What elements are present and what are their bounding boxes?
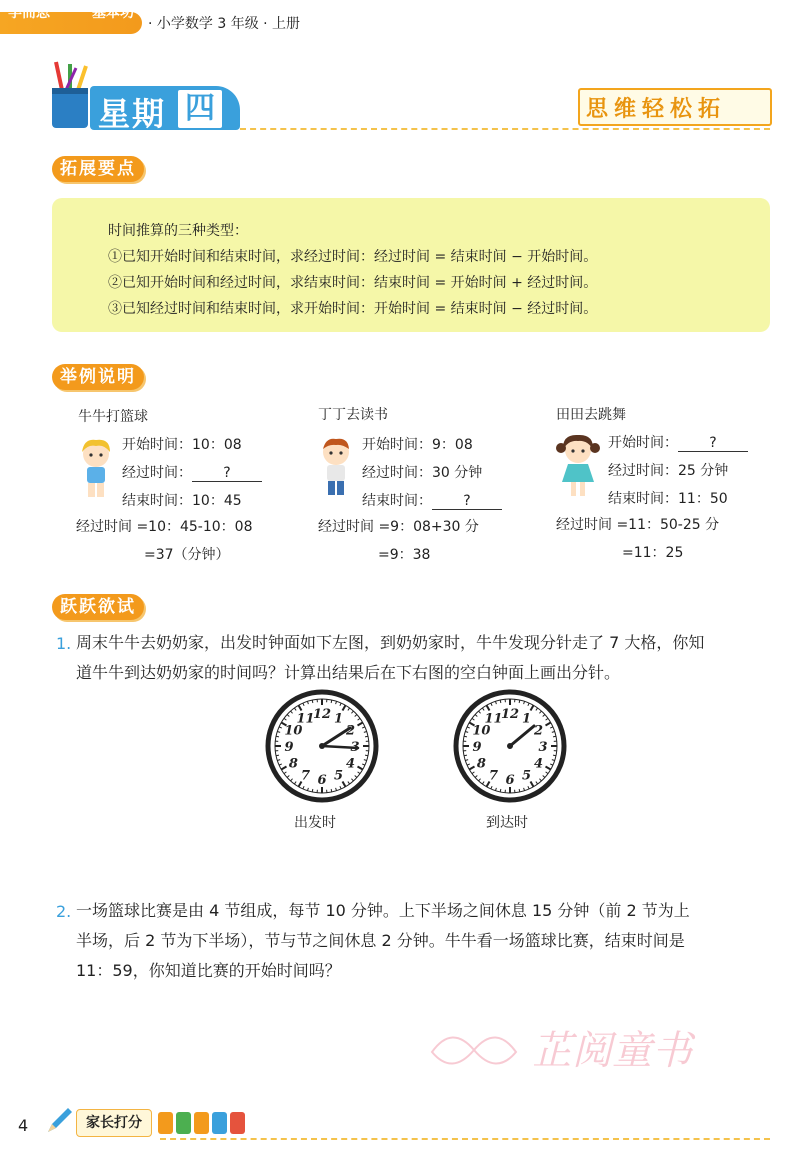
example-1-start: 10：08 [192,437,242,453]
clock-number: 1 [521,711,532,727]
brand-name: 学而思 [8,5,50,21]
day-label: 星期 [98,95,167,133]
example-3-start-row: 开始时间： ? [608,432,748,452]
example-2-elapsed-row: 经过时间：30 分钟 [362,465,483,481]
question-2-line-3: 11：59，你知道比赛的开始时间吗？ [76,961,341,980]
example-3-elapsed: 25 分钟 [678,463,729,479]
page-number: 4 [18,1116,29,1135]
section-key-points: 拓展要点 [52,156,144,182]
book-title: · 小学数学 3 年级 · 上册 [148,16,301,32]
clock-number: 5 [521,768,532,784]
clock-tick [312,700,313,703]
example-3-calc: 经过时间 =11：50-25 分 [556,517,720,533]
score-mark-4[interactable] [212,1112,227,1134]
clock-arrival-caption: 到达时 [486,815,528,831]
clock-number: 5 [333,768,344,784]
clock-tick [464,755,467,756]
clock-number: 12 [312,707,332,722]
clock-number: 3 [538,740,548,755]
clock-number: 12 [500,707,520,722]
clock-number: 11 [296,711,315,727]
key-point-1: ①已知开始时间和结束时间，求经过时间：经过时间 = 结束时间 − 开始时间。 [108,249,598,265]
clock-number: 10 [472,723,491,739]
boy-redhair-icon [314,434,358,500]
example-3-end-row: 结束时间：11：50 [608,491,728,507]
clock-number: 9 [472,740,482,755]
girl-dancer-icon [554,430,602,500]
parent-score-label: 家长打分 [76,1109,152,1137]
example-3-elapsed-row: 经过时间：25 分钟 [608,463,729,479]
footer-divider [160,1138,770,1140]
clock-tick [464,736,467,737]
clock-number: 7 [300,768,311,784]
pencil-icon [44,1106,74,1136]
question-2-line-2: 半场，后 2 节为下半场），节与节之间休息 2 分钟。牛牛看一场篮球比赛，结束时间是 [76,931,685,950]
watermark-text: 芷阅童书 [532,1028,692,1074]
example-2-end-row: 结束时间： ? [362,490,502,510]
clock-number: 11 [484,711,503,727]
clock-number: 4 [534,756,544,772]
score-mark-2[interactable] [176,1112,191,1134]
clock-tick [365,755,368,756]
example-2-result: =9：38 [378,547,431,563]
clock-tick [500,700,501,703]
example-2-elapsed: 30 分钟 [432,465,483,481]
clock-tick [519,789,520,792]
clock-tick [331,700,332,703]
example-3-result: =11：25 [622,545,684,561]
example-3-title: 田田去跳舞 [556,407,626,423]
clock-number: 1 [333,711,344,727]
clock-tick [553,736,556,737]
topic-title: 思维轻松拓 [586,97,727,122]
key-points-intro: 时间推算的三种类型： [108,223,248,239]
example-3-end: 11：50 [678,491,728,507]
key-point-2: ②已知开始时间和经过时间，求结束时间：结束时间 = 开始时间 + 经过时间。 [108,275,598,291]
watermark-logo [412,1014,752,1084]
clock-number: 9 [284,740,294,755]
clock-tick [331,789,332,792]
clock-number: 4 [346,756,356,772]
example-1-elapsed: ? [192,465,262,482]
question-1-line-2: 道牛牛到达奶奶家的时间吗？计算出结果后在下右图的空白钟面上画出分针。 [76,663,621,682]
example-2-start-row: 开始时间：9：08 [362,437,473,453]
clock-number: 6 [505,773,515,788]
section-try: 跃跃欲试 [52,594,144,620]
clock-number: 2 [534,723,544,739]
example-1-start-row: 开始时间：10：08 [122,437,242,453]
example-2-calc: 经过时间 =9：08+30 分 [318,519,479,535]
example-2-title: 丁丁去读书 [318,407,388,423]
clock-number: 2 [346,723,356,739]
clock-tick [500,789,501,792]
clock-tick [276,736,279,737]
clock-tick [312,789,313,792]
boy-blond-icon [74,436,118,502]
question-2-line-1: 一场篮球比赛是由 4 节组成，每节 10 分钟。上下半场之间休息 15 分钟（前 2 节为上 [76,901,690,920]
series-name: 基本功 [92,5,134,21]
example-1-result: =37（分钟） [144,547,230,563]
example-1-elapsed-row: 经过时间： ? [122,462,262,482]
clock-number: 8 [476,756,486,772]
question-1-number: 1. [56,634,72,653]
score-mark-1[interactable] [158,1112,173,1134]
header-divider [240,128,770,130]
clock-tick [519,700,520,703]
clock-number: 7 [488,768,499,784]
clock-tick [276,755,279,756]
score-mark-5[interactable] [230,1112,245,1134]
example-1-calc: 经过时间 =10：45-10：08 [76,519,253,535]
key-point-3: ③已知经过时间和结束时间，求开始时间：开始时间 = 结束时间 − 经过时间。 [108,301,598,317]
example-2-start: 9：08 [432,437,473,453]
clock-number: 6 [317,773,327,788]
example-1-end: 10：45 [192,493,242,509]
clock-arrival [452,688,568,804]
example-1-end-row: 结束时间：10：45 [122,493,242,509]
clock-tick [553,755,556,756]
example-1-title: 牛牛打篮球 [78,409,148,425]
clock-number: 8 [288,756,298,772]
day-number: 四 [176,88,224,130]
clock-departure [264,688,380,804]
score-mark-3[interactable] [194,1112,209,1134]
question-2-number: 2. [56,902,72,921]
clock-number: 10 [284,723,303,739]
example-2-end: ? [432,493,502,510]
pencil-cup-icon [48,60,92,130]
clock-departure-caption: 出发时 [294,815,336,831]
example-3-start: ? [678,435,748,452]
clock-tick [365,736,368,737]
section-examples: 举例说明 [52,364,144,390]
question-1-line-1: 周末牛牛去奶奶家，出发时钟面如下左图，到奶奶家时，牛牛发现分针走了 7 大格，你知 [76,633,705,652]
